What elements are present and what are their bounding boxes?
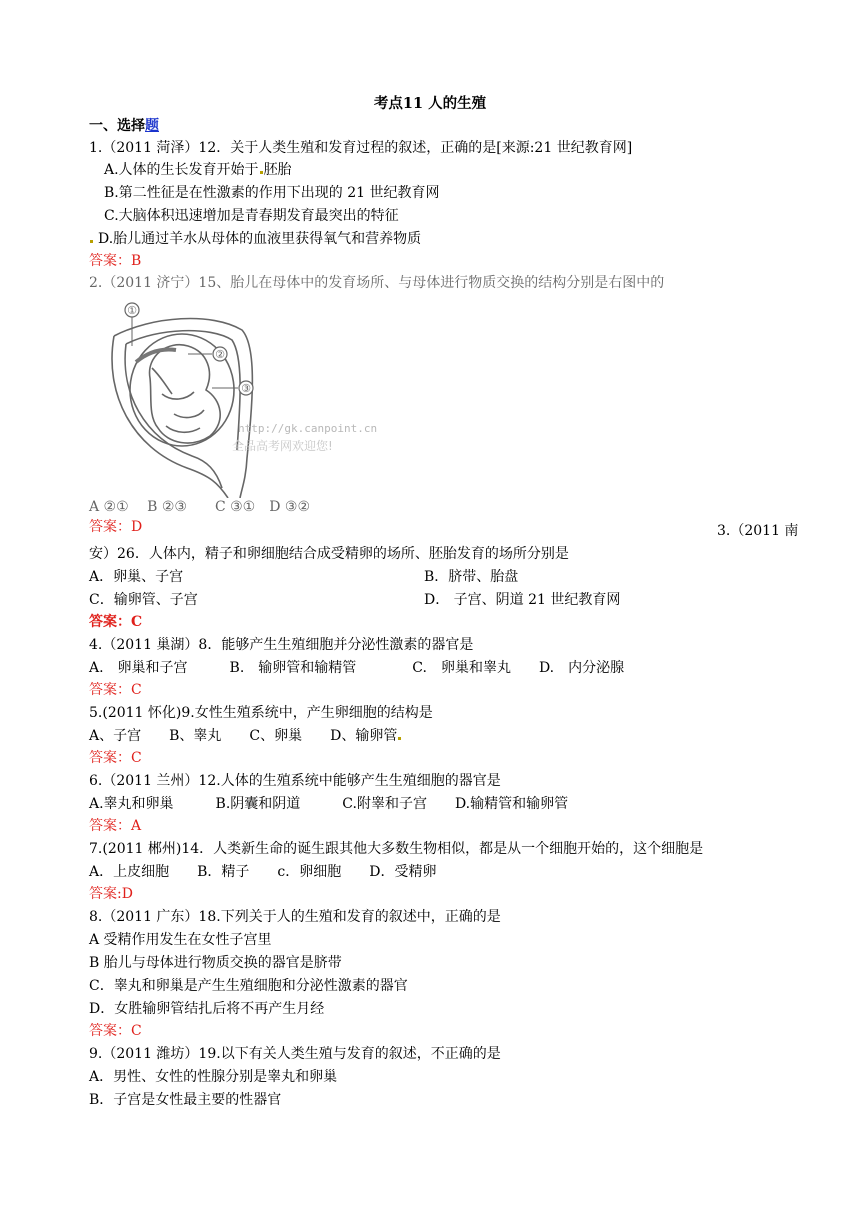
q6-stem: 6.（2011 兰州）12.人体的生殖系统中能够产生生殖细胞的器官是 bbox=[89, 773, 501, 789]
q2-stem: 2.（2011 济宁）15、胎儿在母体中的发育场所、与母体进行物质交换的结构分别是右图中的 bbox=[89, 275, 665, 291]
q7-answer: 答案:D bbox=[89, 886, 133, 902]
dot-mark-icon bbox=[260, 171, 263, 174]
q3-number: 3.（2011 南 bbox=[717, 523, 799, 539]
q8-option-a: A 受精作用发生在女性子宫里 bbox=[89, 932, 272, 948]
q5-answer: 答案：C bbox=[89, 750, 142, 766]
q9-option-a: A．男性、女性的性腺分别是睾丸和卵巢 bbox=[89, 1069, 338, 1085]
q3-answer: 答案：C bbox=[89, 614, 143, 630]
q5-options: A、子宫 B、睾丸 C、卵巢 D、输卵管 bbox=[89, 726, 402, 746]
uterus-fetus-figure bbox=[92, 298, 432, 498]
q3-option-b: B．脐带、胎盘 bbox=[424, 569, 519, 585]
q1-option-a-pre: A.人体的生长发育开始于 bbox=[104, 162, 259, 178]
q3-stem: 安）26．人体内，精子和卵细胞结合成受精卵的场所、胚胎发育的场所分别是 bbox=[89, 546, 569, 562]
q4-stem: 4.（2011 巢湖）8．能够产生生殖细胞并分泌性激素的器官是 bbox=[89, 637, 474, 653]
q4-answer: 答案：C bbox=[89, 682, 142, 698]
q2-answer: 答案：D bbox=[89, 519, 143, 535]
q8-option-d: D．女胜输卵管结扎后将不再产生月经 bbox=[89, 1001, 325, 1017]
q5-stem: 5.(2011 怀化)9.女性生殖系统中，产生卵细胞的结构是 bbox=[89, 705, 433, 721]
figure-label-1: ① bbox=[127, 304, 137, 317]
q1-stem: 1.（2011 菏泽）12．关于人类生殖和发育过程的叙述，正确的是[来源:21 世纪教育网] bbox=[89, 140, 633, 156]
q1-option-c: C.大脑体积迅速增加是青春期发育最突出的特征 bbox=[104, 208, 399, 224]
q3-options-row1 bbox=[89, 567, 789, 587]
q1-answer: 答案：B bbox=[89, 253, 142, 269]
q7-options: A．上皮细胞 B．精子 c．卵细胞 D．受精卵 bbox=[89, 864, 437, 880]
q4-options: A. 卵巢和子宫 B. 输卵管和输精管 C. 卵巢和睾丸 D. 内分泌腺 bbox=[89, 660, 625, 676]
q6-options: A.睾丸和卵巢 B.阴囊和阴道 C.附睾和子宫 D.输精管和输卵管 bbox=[89, 796, 569, 812]
q8-answer: 答案：C bbox=[89, 1023, 142, 1039]
watermark-url: http://gk.canpoint.cn bbox=[238, 422, 378, 435]
q8-option-b: B 胎儿与母体进行物质交换的器官是脐带 bbox=[89, 955, 342, 971]
section-link[interactable]: 题 bbox=[145, 118, 159, 134]
dot-mark-icon bbox=[90, 240, 93, 243]
figure-label-3: ③ bbox=[241, 382, 251, 395]
dot-mark-icon bbox=[398, 737, 401, 740]
q1-option-b: B.第二性征是在性激素的作用下出现的 21 世纪教育网 bbox=[104, 185, 440, 201]
q7-stem: 7.(2011 郴州)14．人类新生命的诞生跟其他大多数生物相似，都是从一个细胞开始的，这个细胞是 bbox=[89, 841, 704, 857]
section-label: 一、选择 bbox=[89, 118, 145, 134]
q1-option-d: D.胎儿通过羊水从母体的血液里获得氧气和营养物质 bbox=[89, 229, 421, 249]
watermark-text: 全品高考网欢迎您! bbox=[232, 439, 333, 453]
q8-stem: 8.（2011 广东）18.下列关于人的生殖和发育的叙述中，正确的是 bbox=[89, 909, 501, 925]
q3-option-c: C．输卵管、子宫 bbox=[89, 592, 198, 608]
q9-stem: 9.（2011 潍坊）19.以下有关人类生殖与发育的叙述，不正确的是 bbox=[89, 1046, 501, 1062]
q2-options: A ②① B ②③ C ③① D ③② bbox=[89, 499, 310, 515]
page-title: 考点11 人的生殖 bbox=[373, 95, 487, 112]
q3-options-row2 bbox=[89, 590, 789, 610]
q6-answer: 答案：A bbox=[89, 818, 142, 834]
q1-option-a-post: 胚胎 bbox=[263, 162, 292, 178]
q3-option-a: A．卵巢、子宫 bbox=[89, 569, 184, 585]
q3-option-d: D． 子宫、阴道 21 世纪教育网 bbox=[424, 592, 621, 608]
q9-option-b: B．子宫是女性最主要的性器官 bbox=[89, 1092, 282, 1108]
section-heading bbox=[89, 116, 159, 136]
figure-label-2: ② bbox=[215, 348, 225, 361]
q8-option-c: C．睾丸和卵巢是产生生殖细胞和分泌性激素的器官 bbox=[89, 978, 408, 994]
q1-option-a bbox=[104, 160, 292, 180]
